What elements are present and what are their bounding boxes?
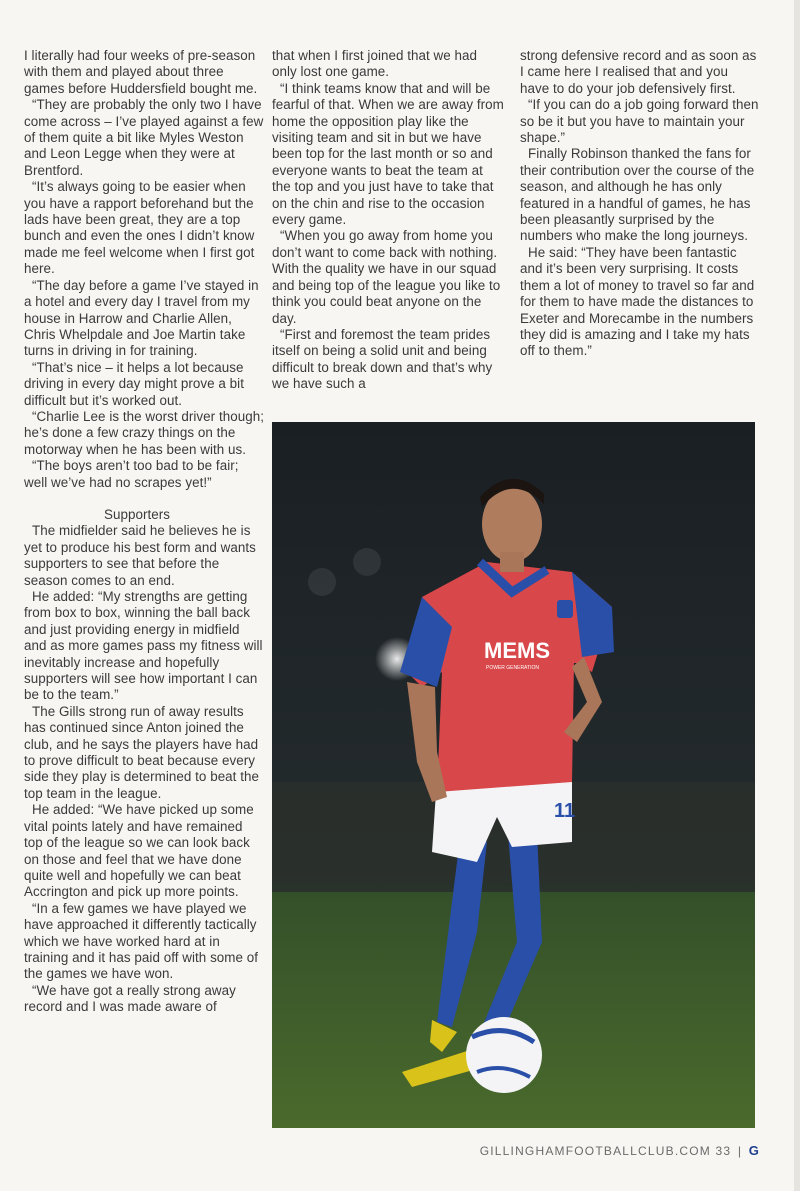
paragraph: “If you can do a job going forward then so be it but you have to maintain your shape.” bbox=[520, 97, 759, 146]
page-footer bbox=[480, 1143, 760, 1158]
paragraph: “I think teams know that and will be fearful of that. When we are away from home the opposition play like the visiting team and sit in but we have been top for the last month or so and everyone wants to beat the team at the top and you just have to take that on the chin and rise to the occasion every game. bbox=[272, 80, 504, 228]
paragraph: I literally had four weeks of pre-season with them and played about three games before Huddersfield bought me. bbox=[24, 48, 258, 96]
paragraph: “The boys aren’t too bad to be fair; well we’ve had no scrapes yet!” bbox=[24, 458, 239, 490]
paragraph: “In a few games we have played we have approached it differently tactically which we have worked hard at in training and it has paid off with some of the games we have won. bbox=[24, 900, 259, 982]
kit-number: 11 bbox=[554, 800, 576, 822]
paragraph: “That’s nice – it helps a lot because driving in every day might prove a bit difficult but it’s worked out. bbox=[24, 359, 244, 408]
paragraph: He added: “My strengths are getting from box to box, winning the ball back and just providing energy in midfield and as more games pass my fitness will inevitably increase and hopefully supporters will see how important I can be to the team.” bbox=[24, 589, 263, 703]
paragraph: He said: “They have been fantastic and it’s been very surprising. It costs them a lot of money to travel so far and for them to have made the distances to Exeter and Morecambe in the numbers they did is amazing and I take my hats off to them.” bbox=[520, 244, 755, 359]
paragraph: “It’s always going to be easier when you have a rapport beforehand but the lads have been great, they are a top bunch and even the ones I didn’t know made me feel welcome when I first got here. bbox=[24, 179, 255, 277]
paragraph: “We have got a really strong away record and I was made aware of bbox=[24, 982, 236, 1015]
paragraph: “Charlie Lee is the worst driver though; he’s done a few crazy things on the motorway when he has been with us. bbox=[24, 408, 264, 457]
paragraph: that when I first joined that we had only lost one game. bbox=[272, 48, 478, 80]
paragraph: “They are probably the only two I have come across – I’ve played against a few of them quite a bit like Myles Weston and Leon Legge when they were at Brentford. bbox=[24, 97, 264, 178]
paragraph: “When you go away from home you don’t want to come back with nothing. With the quality we have in our squad and being top of the league you like to think you could beat anyone on the day. bbox=[272, 228, 501, 326]
club-logo-icon: G bbox=[748, 1143, 760, 1158]
website-url: GILLINGHAMFOOTBALLCLUB.COM bbox=[479, 1144, 711, 1158]
text-column-2 bbox=[272, 48, 504, 393]
paragraph: The midfielder said he believes he is yet to produce his best form and wants supporters to see that before the season comes to an end. bbox=[24, 523, 256, 588]
page-edge bbox=[794, 0, 800, 1191]
divider: | bbox=[737, 1144, 743, 1158]
player-photo bbox=[272, 422, 755, 1128]
shirt-sponsor: MEMS bbox=[484, 638, 550, 663]
page-number: 33 bbox=[715, 1144, 732, 1158]
paragraph: Finally Robinson thanked the fans for their contribution over the course of the season, and although he has only featured in a handful of games, he has been pleasantly surprised by the numbers who make the long journeys. bbox=[520, 146, 755, 244]
paragraph: “First and foremost the team prides itself on being a solid unit and being difficult to break down and that’s why we have such a bbox=[272, 326, 493, 392]
text-column-1 bbox=[24, 48, 264, 1016]
paragraph: The Gills strong run of away results has continued since Anton joined the club, and he says the players have had to prove difficult to beat because every side they play is determined to beat the top team in the league. bbox=[24, 703, 259, 801]
paragraph: “The day before a game I’ve stayed in a hotel and every day I travel from my house in Harrow and Charlie Allen, Chris Whelpdale and Joe Martin take turns in driving in for training. bbox=[24, 277, 259, 359]
paragraph: strong defensive record and as soon as I came here I realised that and you have to do your job defensively first. bbox=[520, 48, 757, 96]
text-column-3 bbox=[520, 48, 760, 360]
section-subheading: Supporters bbox=[104, 506, 171, 522]
shirt-sponsor-sub: POWER GENERATION bbox=[486, 665, 539, 671]
paragraph: He added: “We have picked up some vital points lately and have remained top of the league so we can look back on those and feel that we have done quite well and hopefully we can beat Accrington and pick up more points. bbox=[24, 802, 254, 900]
